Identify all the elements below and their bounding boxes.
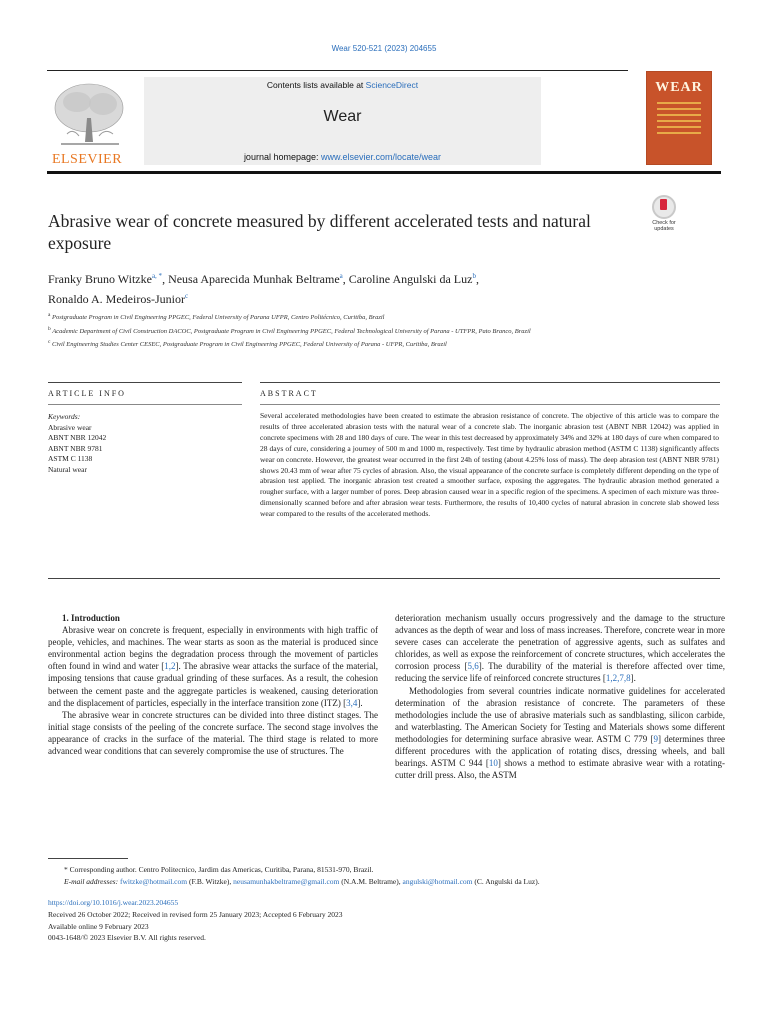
journal-citation[interactable]: Wear 520-521 (2023) 204655: [331, 44, 437, 53]
publisher-name: ELSEVIER: [51, 152, 123, 167]
abstract-bottom-rule: [48, 578, 720, 579]
affiliation-text: Civil Engineering Studies Center CESEC, Postgraduate Program in Civil Engineering PPGEC, Federal University of Parana - UFPR, Curitiba, Brazil: [50, 341, 447, 349]
affiliation-mark: c: [48, 339, 51, 346]
cover-decoration: [657, 102, 701, 138]
author-affil-mark[interactable]: b: [472, 272, 476, 280]
keyword-item: ASTM C 1138: [48, 454, 93, 463]
journal-cover-image: [647, 72, 711, 164]
homepage-prefix: journal homepage:: [243, 152, 321, 162]
email-label: E-mail addresses:: [64, 877, 120, 886]
abstract-heading: ABSTRACT: [260, 389, 318, 398]
author-separator: ,: [342, 272, 349, 286]
body-paragraph: [48, 709, 378, 757]
masthead-bottom-rule: [47, 171, 721, 174]
check-for-updates-label: Check for updates: [652, 220, 676, 232]
paragraph-text: ]. The durability of the material is therefore affected over time, reducing the service life of reinforced concrete structures [: [395, 661, 725, 684]
cover-title: WEAR: [655, 80, 703, 95]
body-paragraph: [395, 685, 725, 782]
affiliation-item: [48, 324, 638, 338]
corresponding-author-note: * Corresponding author. Centro Politecnico, Jardim das Americas, Curitiba, Parana, 81531-970, Brazil.: [64, 865, 374, 874]
masthead-rule: [47, 70, 628, 71]
paragraph-text: ].: [357, 697, 363, 708]
doi-link[interactable]: https://doi.org/10.1016/j.wear.2023.204655: [48, 898, 179, 907]
author-list: [48, 268, 708, 308]
journal-title: Wear: [323, 108, 362, 125]
contents-line: [144, 80, 541, 90]
email-link[interactable]: neusamunhakbeltrame@gmail.com: [233, 877, 340, 886]
abstract-heading-rule: [260, 404, 720, 405]
keyword-item: ABNT NBR 12042: [48, 433, 107, 442]
affiliation-item: [48, 310, 638, 324]
footnotes: [48, 864, 728, 888]
article-info-heading: ARTICLE INFO: [48, 389, 126, 398]
body-paragraph: [395, 612, 725, 685]
info-heading-rule: [48, 404, 242, 405]
paragraph-text: Abrasive wear on concrete is frequent, especially in environments with high traffic of people, vehicles, and machines. The wear starts as soon as the material is produced since environmental action begins the degradation process through the movement of particles often found in wind and water [: [48, 625, 378, 672]
email-link[interactable]: angulski@hotmail.com: [402, 877, 473, 886]
reference-link[interactable]: 3,4: [346, 697, 358, 708]
author-affil-mark[interactable]: a: [339, 272, 343, 280]
contents-prefix: Contents lists available at: [266, 80, 366, 90]
available-online: Available online 9 February 2023: [48, 921, 149, 931]
paragraph-text: ] shows a method to estimate abrasive wear with a rotating-cutter drill press. Also, the ASTM: [395, 758, 726, 781]
homepage-link[interactable]: www.elsevier.com/locate/wear: [321, 152, 442, 162]
affiliation-mark: a: [48, 312, 51, 318]
email-owner: (C. Angulski da Luz).: [472, 877, 540, 886]
sciencedirect-link[interactable]: ScienceDirect: [365, 80, 419, 90]
affiliations: [48, 310, 638, 351]
paragraph-text: The abrasive wear in concrete structures can be divided into three distinct stages. The initial stage consists of the peeling of the concrete surface. The second stage involves the appearance of cracks in the surface of the material. The third stage is related to more advanced wear conditions that can severely compromise the use of structures. The: [48, 709, 378, 757]
author-affil-mark[interactable]: c: [185, 292, 189, 300]
keyword-item: Natural wear: [48, 464, 87, 474]
publication-info: [48, 897, 728, 944]
author-name[interactable]: Neusa Aparecida Munhak Beltrame: [168, 272, 340, 286]
bookmark-icon: [652, 195, 676, 219]
paragraph-text: deterioration mechanism usually occurs progressively and the damage to the structure advances as the depth of wear and loss of mass increases. Therefore, concrete wear in more severe cases can accelerate the penetration of aggressive agents, such as sulfates and chlorides, as well as expose the reinforcement of concrete structures, which accelerates the corrosion process [: [395, 613, 725, 672]
article-title: Abrasive wear of concrete measured by different accelerated tests and natural exposure: [48, 211, 591, 253]
paragraph-text: ] determines three different procedures with the application of rotating discs, dressing wheels, and ball bearings. ASTM C 944 [: [395, 733, 725, 769]
author-name[interactable]: Ronaldo A. Medeiros-Junior: [48, 292, 185, 306]
author-affil-mark[interactable]: a, *: [151, 272, 163, 280]
email-addresses: [48, 876, 728, 888]
paragraph-text: Methodologies from several countries indicate normative guidelines for accelerated determination of the abrasion resistance of concrete. The parameters of these methodologies include the use of abrasive materials such as sandblasting, silicon carbide, and waterblasting. The American Society for Testing and Materials shows some different methodologies for determining surface abrasive wear. ASTM C 779 [: [395, 685, 725, 744]
abstract-top-rule: [260, 382, 720, 383]
reference-link[interactable]: 1,2,7,8: [605, 673, 631, 684]
body-paragraph: [48, 624, 378, 709]
author-separator: ,: [475, 272, 479, 286]
footnote-rule: [48, 858, 128, 859]
keywords-label: Keywords:: [48, 412, 81, 421]
email-owner: (N.A.M. Beltrame),: [339, 877, 403, 886]
reference-link[interactable]: 5,6: [467, 661, 479, 672]
keyword-item: Abrasive wear: [48, 422, 92, 432]
affiliation-text: Postgraduate Program in Civil Engineering PPGEC, Federal University of Parana UFPR, Centro Politécnico, Curitiba, Brazil: [50, 314, 385, 322]
received-dates: Received 26 October 2022; Received in revised form 25 January 2023; Accepted 6 February 2023: [48, 909, 343, 919]
affiliation-mark: b: [48, 325, 51, 332]
journal-masthead: [47, 70, 628, 171]
section-title: 1. Introduction: [62, 613, 120, 623]
author-name[interactable]: Franky Bruno Witzke: [48, 272, 152, 286]
body-column-left: [48, 612, 378, 757]
paragraph-text: ].: [630, 673, 636, 684]
email-link[interactable]: fwitzke@hotmail.com: [119, 877, 188, 886]
keyword-item: ABNT NBR 9781: [48, 443, 103, 453]
copyright: 0043-1648/© 2023 Elsevier B.V. All rights reserved.: [48, 933, 206, 943]
affiliation-item: [48, 337, 638, 351]
affiliation-text: Academic Department of Civil Construction DACOC, Postgraduate Program in Civil Engineering PPGEC, Federal Technological University of Parana - UTFPR, Pato Branco, Brazil: [50, 327, 531, 335]
reference-link[interactable]: 1,2: [164, 661, 176, 672]
info-top-rule: [48, 382, 242, 383]
paragraph-text: ]. The abrasive wear attacks the surface of the material, imposing tensions that cause gradual grinding of these surfaces. As a result, the cohesion between the cement paste and the aggregate particles is weakened, causing deterioration and the displacement of particles, especially in the interface transition zone (ITZ) [: [48, 661, 379, 708]
journal-homepage: [144, 152, 541, 162]
reference-link[interactable]: 10: [488, 758, 498, 769]
keywords-block: [48, 412, 238, 475]
check-for-updates-button[interactable]: [648, 195, 680, 231]
email-owner: (F.B. Witzke),: [187, 877, 234, 886]
author-name[interactable]: Caroline Angulski da Luz: [348, 272, 473, 286]
author-separator: ,: [162, 272, 169, 286]
reference-link[interactable]: 9: [653, 733, 659, 744]
abstract-text: Several accelerated methodologies have been created to estimate the abrasion resistance of concrete. The objective of this article was to compare the results of three accelerated abrasion tests with the natural wear of a concrete slab. The inorganic abrasion test (ABNT NBR 12042) was applied in concrete specimens with 28 and 180 days of cure. The wear in this test decreased by approximately 34% and 32% at 180 days of cure when compared to 28 days of cure, considering a journey of 500 m and 1000 m, respectively. Test time by hydraulic abrasion method (ASTM C 1138) significantly affects wear on concrete. However, the greatest wear occurred in the first 24h of testing (about 4.25% loss of mass). The deep abrasion test (ABNT NBR 9781) shows 20.43 mm of wear after 75 cycles of abrasion. Also, the visual appearance of the concrete surface is completely different depending on the type of abrasion test applied. The inorganic abrasion test created a smoother surface, exposing the aggregates. The hydraulic abrasion method generated a rougher surface, with a larger number of pores. Deep abrasion caused wear in a specific region of the specimens. A specimen of each mixture was three-dimensionally scanned before and after abrasion wear tests. Furthermore, the results of 10,400 cycles of natural abrasion in concrete slab showed less wear compared to the results of the accelerated methods.: [260, 411, 719, 519]
body-column-right: [395, 612, 725, 781]
